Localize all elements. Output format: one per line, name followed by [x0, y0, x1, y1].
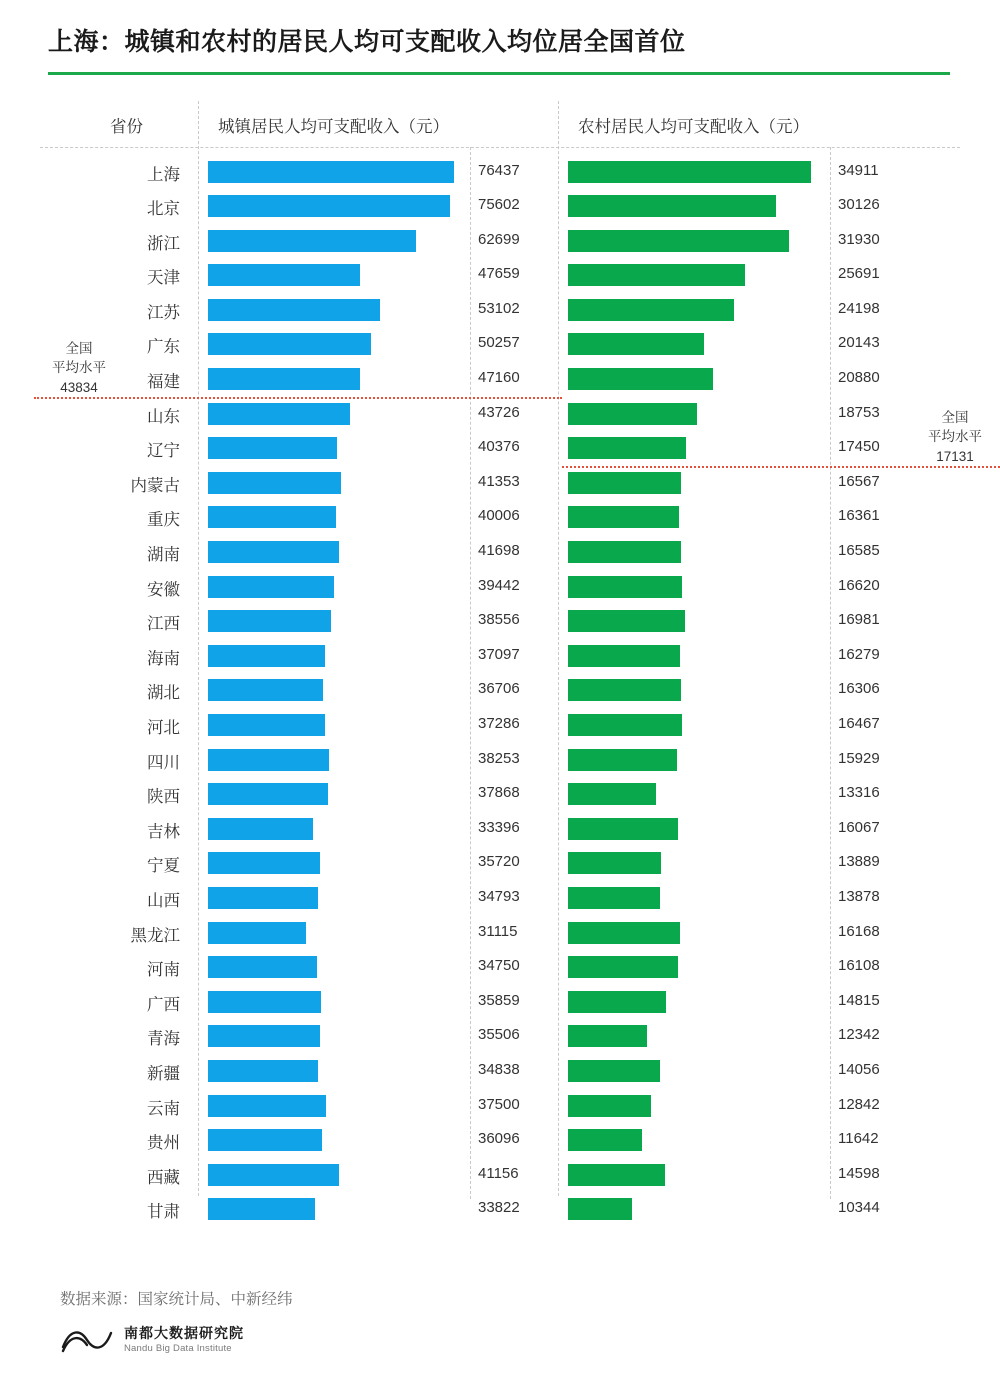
rural-income-value: 14056 [838, 1060, 880, 1078]
rural-income-value: 12842 [838, 1095, 880, 1113]
province-label: 湖北 [147, 684, 180, 703]
chart-rows [0, 155, 1000, 1227]
province-label: 辽宁 [147, 442, 180, 461]
rural-income-value: 16620 [838, 576, 880, 594]
urban-income-value: 47160 [478, 369, 520, 387]
rural-income-bar [568, 956, 678, 978]
urban-income-bar [208, 299, 380, 321]
urban-income-value: 75602 [478, 196, 520, 214]
rural-income-value: 18753 [838, 403, 880, 421]
brand-block [60, 1325, 293, 1355]
rural-income-bar [568, 991, 666, 1013]
province-label: 湖南 [147, 546, 180, 565]
province-label: 云南 [147, 1099, 180, 1118]
chart-row [0, 155, 1000, 190]
urban-income-value: 41156 [478, 1164, 519, 1182]
rural-average-label-line2: 平均水平 [928, 429, 982, 445]
urban-income-bar [208, 956, 317, 978]
rural-income-bar [568, 437, 686, 459]
urban-income-bar [208, 472, 341, 494]
urban-income-value: 41353 [478, 472, 520, 490]
chart-row [0, 846, 1000, 881]
rural-income-value: 16585 [838, 542, 880, 560]
province-label: 山东 [147, 407, 180, 426]
chart-row [0, 397, 1000, 432]
rural-income-bar [568, 1129, 642, 1151]
urban-income-value: 39442 [478, 576, 520, 594]
urban-income-value: 76437 [478, 161, 520, 179]
chart-row [0, 673, 1000, 708]
urban-income-value: 34750 [478, 957, 520, 975]
chart-row [0, 224, 1000, 259]
chart-row [0, 293, 1000, 328]
urban-income-bar [208, 1025, 320, 1047]
urban-income-bar [208, 541, 339, 563]
urban-income-value: 35506 [478, 1026, 520, 1044]
brand-name-cn: 南都大数据研究院 [124, 1325, 244, 1342]
rural-income-bar [568, 368, 713, 390]
province-label: 北京 [147, 200, 180, 219]
rural-income-value: 16467 [838, 715, 880, 732]
footer [60, 1287, 293, 1355]
rural-income-value: 13878 [838, 887, 880, 905]
rural-income-value: 25691 [838, 265, 880, 283]
rural-income-bar [568, 472, 681, 494]
urban-income-bar [208, 195, 450, 217]
chart-row [0, 1158, 1000, 1193]
rural-income-bar [568, 887, 660, 909]
urban-income-value: 62699 [478, 230, 520, 248]
rural-income-bar [568, 1025, 647, 1047]
rural-income-value: 16067 [838, 818, 880, 836]
rural-income-bar [568, 299, 734, 321]
urban-income-bar [208, 161, 454, 183]
rural-income-value: 17450 [838, 438, 880, 456]
urban-income-value: 33822 [478, 1199, 520, 1217]
brand-text [124, 1325, 244, 1354]
urban-income-value: 35720 [478, 853, 520, 871]
rural-income-value: 13889 [838, 853, 880, 871]
chart-row [0, 258, 1000, 293]
urban-income-value: 36706 [478, 680, 520, 698]
province-label: 河南 [147, 961, 180, 980]
chart-row [0, 1123, 1000, 1158]
province-label: 福建 [147, 373, 180, 392]
urban-income-value: 37286 [478, 715, 520, 732]
urban-income-value: 36096 [478, 1130, 520, 1148]
province-label: 安徽 [147, 580, 180, 599]
brand-name-en: Nandu Big Data Institute [124, 1342, 232, 1354]
chart-row [0, 985, 1000, 1020]
title-underline-rule [48, 72, 950, 75]
rural-income-bar [568, 1198, 632, 1220]
urban-income-bar [208, 1129, 322, 1151]
province-label: 黑龙江 [130, 926, 180, 945]
province-label: 浙江 [147, 234, 180, 253]
chart-row [0, 362, 1000, 397]
urban-income-value: 38556 [478, 611, 520, 629]
urban-income-value: 31115 [478, 922, 518, 940]
rural-income-bar [568, 506, 679, 528]
chart-row [0, 639, 1000, 674]
chart-row [0, 327, 1000, 362]
rural-income-bar [568, 403, 697, 425]
rural-income-value: 16361 [838, 507, 880, 525]
rural-income-value: 10344 [838, 1199, 880, 1217]
urban-income-bar [208, 333, 371, 355]
rural-income-value: 11642 [838, 1130, 879, 1148]
chart-row [0, 950, 1000, 985]
rural-income-bar [568, 679, 681, 701]
rural-income-bar [568, 749, 677, 771]
province-label: 山西 [147, 891, 180, 910]
chart-row [0, 881, 1000, 916]
urban-income-bar [208, 645, 325, 667]
urban-income-bar [208, 852, 320, 874]
column-header-rural-income: 农村居民人均可支配收入（元） [578, 117, 809, 136]
rural-income-value: 31930 [838, 230, 880, 248]
chart-row [0, 189, 1000, 224]
urban-income-bar [208, 437, 337, 459]
chart-row [0, 1192, 1000, 1227]
urban-income-value: 50257 [478, 334, 520, 352]
urban-income-bar [208, 264, 360, 286]
province-label: 江苏 [147, 303, 180, 322]
rural-income-bar [568, 541, 681, 563]
urban-income-value: 40376 [478, 438, 520, 456]
province-label: 甘肃 [147, 1203, 180, 1222]
province-label: 新疆 [147, 1064, 180, 1083]
rural-income-bar [568, 783, 656, 805]
urban-income-value: 41698 [478, 542, 520, 560]
rural-income-value: 16567 [838, 472, 880, 490]
rural-income-bar [568, 714, 682, 736]
chart-area [0, 101, 1000, 1227]
province-label: 上海 [147, 165, 180, 184]
column-header-urban-income: 城镇居民人均可支配收入（元） [218, 117, 449, 136]
rural-income-bar [568, 230, 789, 252]
urban-income-bar [208, 991, 321, 1013]
province-label: 广西 [147, 995, 180, 1014]
urban-income-bar [208, 1095, 326, 1117]
urban-income-value: 43726 [478, 403, 520, 421]
chart-row [0, 812, 1000, 847]
rural-income-bar [568, 852, 661, 874]
province-label: 西藏 [147, 1168, 180, 1187]
urban-income-bar [208, 610, 331, 632]
title-block [0, 0, 1000, 75]
urban-income-bar [208, 1198, 315, 1220]
urban-income-bar [208, 714, 325, 736]
rural-income-bar [568, 818, 678, 840]
urban-income-bar [208, 506, 336, 528]
chart-row [0, 570, 1000, 605]
rural-income-value: 20143 [838, 334, 880, 352]
column-headers [0, 101, 1000, 147]
rural-income-bar [568, 922, 680, 944]
header-divider-line [40, 147, 960, 148]
rural-income-value: 14598 [838, 1164, 880, 1182]
chart-row [0, 466, 1000, 501]
rural-income-value: 13316 [838, 784, 880, 802]
urban-income-bar [208, 783, 328, 805]
chart-row [0, 1089, 1000, 1124]
rural-income-value: 16168 [838, 922, 880, 940]
province-label: 宁夏 [147, 857, 180, 876]
rural-income-bar [568, 264, 745, 286]
urban-average-label [34, 339, 124, 398]
province-label: 青海 [147, 1030, 180, 1049]
rural-income-value: 12342 [838, 1026, 880, 1044]
province-label: 陕西 [147, 788, 180, 807]
rural-income-bar [568, 1095, 651, 1117]
urban-income-value: 33396 [478, 818, 520, 836]
urban-income-bar [208, 818, 313, 840]
rural-income-value: 16279 [838, 645, 880, 663]
rural-income-bar [568, 610, 685, 632]
province-label: 海南 [147, 649, 180, 668]
urban-income-bar [208, 922, 306, 944]
nandu-logo-icon [60, 1325, 114, 1355]
chart-row [0, 777, 1000, 812]
chart-row [0, 708, 1000, 743]
chart-row [0, 743, 1000, 778]
chart-row [0, 1054, 1000, 1089]
urban-income-value: 37500 [478, 1095, 520, 1113]
chart-row [0, 916, 1000, 951]
chart-row [0, 500, 1000, 535]
data-source-note: 数据来源：国家统计局、中新经纬 [60, 1291, 293, 1308]
urban-income-bar [208, 749, 329, 771]
rural-income-bar [568, 161, 811, 183]
province-label: 吉林 [147, 822, 180, 841]
chart-row [0, 535, 1000, 570]
column-header-province: 省份 [110, 117, 143, 136]
urban-income-bar [208, 230, 416, 252]
rural-income-value: 24198 [838, 299, 880, 317]
rural-average-label-value: 17131 [936, 449, 974, 465]
page-title: 上海：城镇和农村的居民人均可支配收入均位居全国首位 [48, 28, 686, 56]
province-label: 天津 [147, 269, 180, 288]
urban-average-label-value: 43834 [60, 379, 98, 395]
urban-income-value: 40006 [478, 507, 520, 525]
rural-income-bar [568, 195, 776, 217]
rural-income-value: 14815 [838, 991, 880, 1009]
urban-income-value: 38253 [478, 749, 520, 767]
urban-income-bar [208, 368, 360, 390]
province-label: 河北 [147, 719, 180, 737]
urban-income-value: 53102 [478, 299, 520, 317]
chart-row [0, 1019, 1000, 1054]
urban-income-bar [208, 576, 334, 598]
rural-income-value: 34911 [838, 161, 879, 179]
urban-income-value: 47659 [478, 265, 520, 283]
rural-income-bar [568, 1060, 660, 1082]
urban-income-value: 34793 [478, 887, 520, 905]
urban-income-bar [208, 679, 323, 701]
chart-row [0, 604, 1000, 639]
urban-income-value: 37868 [478, 784, 520, 802]
urban-income-bar [208, 403, 350, 425]
urban-income-bar [208, 1060, 318, 1082]
province-label: 广东 [147, 338, 180, 357]
rural-income-value: 16108 [838, 957, 880, 975]
rural-income-value: 20880 [838, 369, 880, 387]
urban-income-bar [208, 887, 318, 909]
province-label: 江西 [147, 615, 180, 634]
urban-income-value: 35859 [478, 991, 520, 1009]
urban-income-bar [208, 1164, 339, 1186]
rural-income-value: 16981 [838, 611, 880, 629]
rural-average-label [910, 408, 1000, 467]
rural-income-value: 15929 [838, 749, 880, 767]
rural-income-value: 30126 [838, 196, 880, 214]
province-label: 四川 [147, 753, 180, 772]
rural-income-value: 16306 [838, 680, 880, 698]
chart-row [0, 431, 1000, 466]
province-label: 内蒙古 [130, 476, 180, 495]
rural-income-bar [568, 333, 704, 355]
rural-income-bar [568, 1164, 665, 1186]
urban-average-label-line1: 全国 [65, 340, 93, 356]
rural-income-bar [568, 576, 682, 598]
province-label: 贵州 [147, 1134, 180, 1153]
urban-income-value: 37097 [478, 645, 520, 663]
rural-average-label-line1: 全国 [941, 409, 969, 425]
urban-average-label-line2: 平均水平 [52, 360, 106, 376]
province-label: 重庆 [147, 511, 180, 530]
rural-income-bar [568, 645, 680, 667]
urban-income-value: 34838 [478, 1060, 520, 1078]
